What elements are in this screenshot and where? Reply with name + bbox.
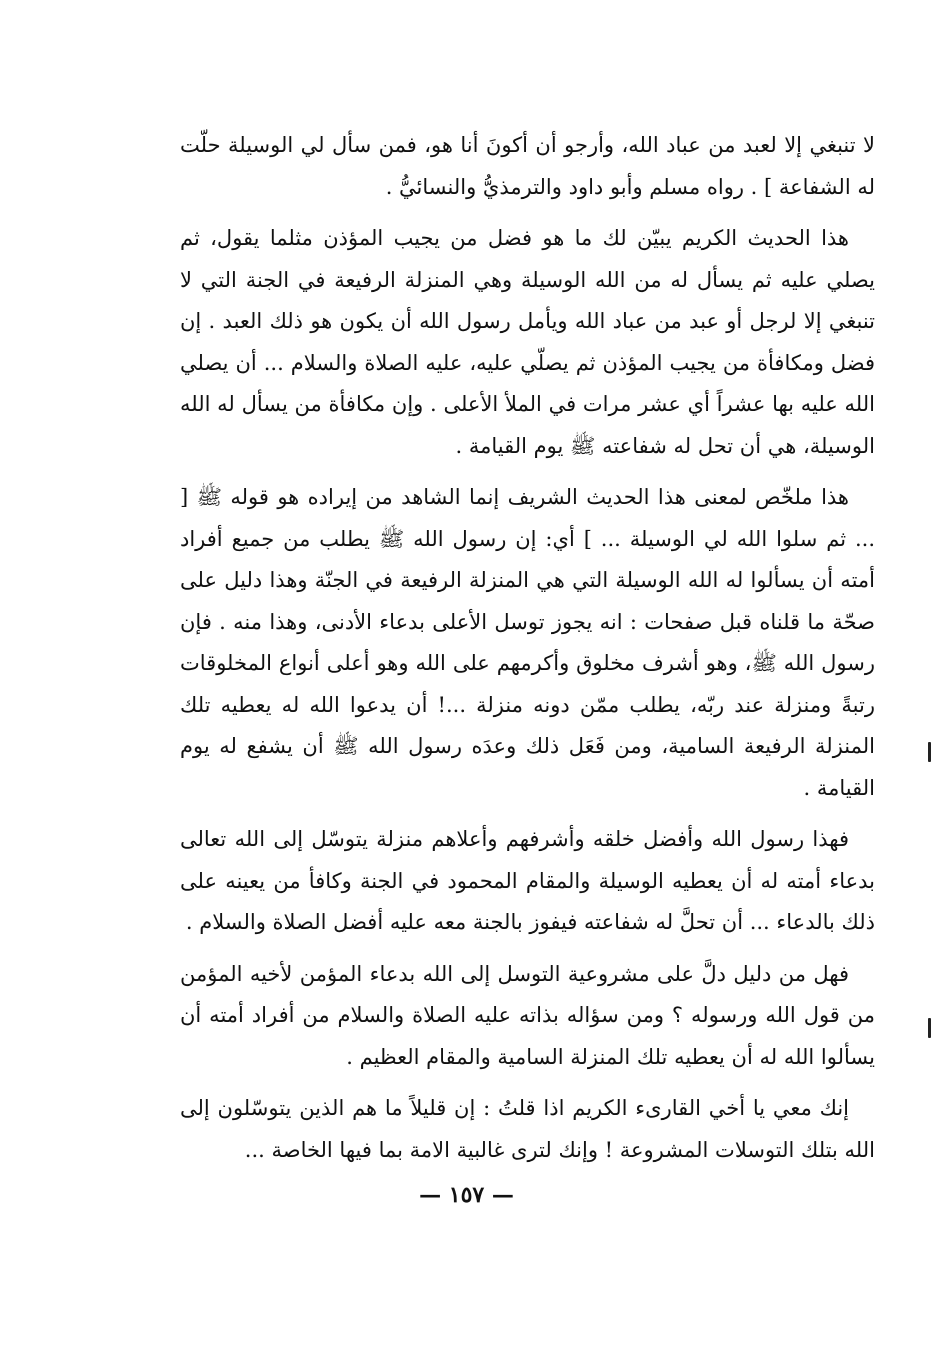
- body-text: [180, 125, 875, 1181]
- scan-edge-mark: [928, 1018, 931, 1038]
- page-number: — ١٥٧ —: [419, 1182, 514, 1208]
- paragraph-5: فهل من دليل دلَّ على مشروعية التوسل إلى الله بدعاء المؤمن لأخيه المؤمن من قول الله ورسوله ؟ ومن سؤاله بذاته عليه الصلاة والسلام من أفراد أمته أن يسألوا الله له أن يعطيه تلك المنزلة السامية والمقام العظيم .: [180, 961, 875, 1069]
- paragraph-4: فهذا رسول الله وأفضل خلقه وأشرفهم وأعلاهم منزلة يتوسّل إلى الله تعالى بدعاء أمته له أن يعطيه الوسيلة والمقام المحمود في الجنة وكافأ من يعينه على ذلك بالدعاء ... أن تحلَّ له شفاعته فيفوز بالجنة معه عليه أفضل الصلاة والسلام .: [180, 827, 875, 934]
- paragraph-1: لا تنبغي إلا لعبد من عباد الله، وأرجو أن أكونَ أنا هو، فمن سأل لي الوسيلة حلّت له الشفاعة ] . رواه مسلم وأبو داود والترمذيُّ والنسائيُّ .: [180, 133, 875, 199]
- scan-edge-mark: [928, 742, 931, 762]
- paragraph-6: إنك معي يا أخي القارىء الكريم اذا قلتُ : إن قليلاً ما هم الذين يتوسّلون إلى الله بتلك التوسلات المشروعة ! وإنك لترى غالبية الامة بما فيها الخاصة ...: [180, 1096, 875, 1162]
- paragraph-3: هذا ملخّص لمعنى هذا الحديث الشريف إنما الشاهد من إيراده هو قوله ﷺ [ ... ثم سلوا الله لي الوسيلة ... ] أي: إن رسول الله ﷺ يطلب من جميع أفراد أمته أن يسألوا له الله الوسيلة التي هي المنزلة الرفيعة في الجنّة وهذا دليل على صحّة ما قلناه قبل صفحات : انه يجوز توسل الأعلى بدعاء الأدنى، وهذا منه . فإن رسول الله ﷺ، وهو أشرف مخلوق وأكرمهم على الله وهو أعلى أنواع المخلوقات رتبةً ومنزلة عند ربّه، يطلب ممّن دونه منزلة ...! أن يدعوا الله له يعطيه تلك المنزلة الرفيعة السامية، ومن فَعَل ذلك وعدَه رسول الله ﷺ أن يشفع له يوم القيامة .: [180, 485, 875, 800]
- paragraph-2: هذا الحديث الكريم يبيّن لك ما هو فضل من يجيب المؤذن مثلما يقول، ثم يصلي عليه ثم يسأل له من الله الوسيلة وهي المنزلة الرفيعة في الجنة التي لا تنبغي إلا لرجل أو عبد من عباد الله ويأمل رسول الله أن يكون هو ذلك العبد . إن فضل ومكافأة من يجيب المؤذن ثم يصلّي عليه، عليه الصلاة والسلام ... أن يصلي الله عليه بها عشراً أي عشر مرات في الملأ الأعلى . وإن مكافأة من يسأل له الله الوسيلة، هي أن تحل له شفاعته ﷺ يوم القيامة .: [180, 226, 875, 458]
